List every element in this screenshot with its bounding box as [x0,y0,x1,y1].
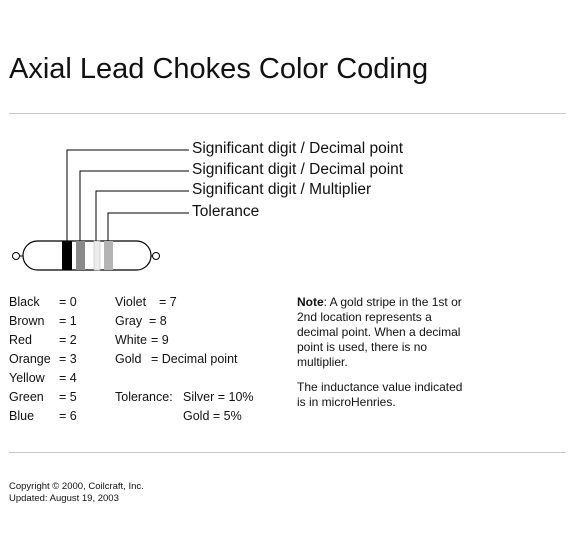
band-2-label: Significant digit / Decimal point [192,161,404,178]
code-value: = 4 [59,371,77,385]
code-value: = 8 [149,314,167,328]
note-text: : A gold stripe in the 1st or 2nd location represents a decimal point. When a decimal point is used, there is no multiplier. [297,295,462,369]
code-name: Brown [9,314,45,328]
code-name: Gold [115,352,142,366]
note-paragraph-units: The inductance value indicated is in microHenries. [297,380,463,409]
leader-lines [67,150,189,241]
code-value: = 3 [59,352,77,366]
code-name: Red [9,333,32,347]
band-3 [94,241,100,270]
note-label: Note [297,295,324,309]
band-3-label: Significant digit / Multiplier [192,181,372,198]
code-value: = 6 [59,409,77,423]
band-1 [62,241,72,270]
code-name: Violet [115,295,147,309]
band-4-label: Tolerance [192,203,260,220]
note-paragraph [297,295,472,370]
code-name: Black [9,295,40,309]
code-name: Gray [115,314,143,328]
choke-body [23,241,151,270]
code-value: = 9 [151,333,169,347]
band-2 [76,241,85,270]
code-value: = 1 [59,314,77,328]
code-name: White [115,333,147,347]
code-name: Yellow [9,371,45,385]
band-4 [104,241,113,270]
copyright-text: Copyright © 2000, Coilcraft, Inc. [9,481,144,492]
bottom-divider [9,452,566,453]
code-name: Orange [9,352,51,366]
tolerance-gold: Gold = 5% [183,409,242,423]
code-value: = 0 [59,295,77,309]
code-value: = 7 [159,295,177,309]
code-value: = 5 [59,390,77,404]
page-title: Axial Lead Chokes Color Coding [9,53,429,85]
updated-text: Updated: August 19, 2003 [9,493,119,504]
code-value: = 2 [59,333,77,347]
code-name: Blue [9,409,35,423]
band-1-label: Significant digit / Decimal point [192,140,404,157]
code-value: = Decimal point [151,352,238,366]
tolerance-label: Tolerance: [115,390,173,404]
tolerance-silver: Silver = 10% [183,390,254,404]
code-name: Green [9,390,44,404]
